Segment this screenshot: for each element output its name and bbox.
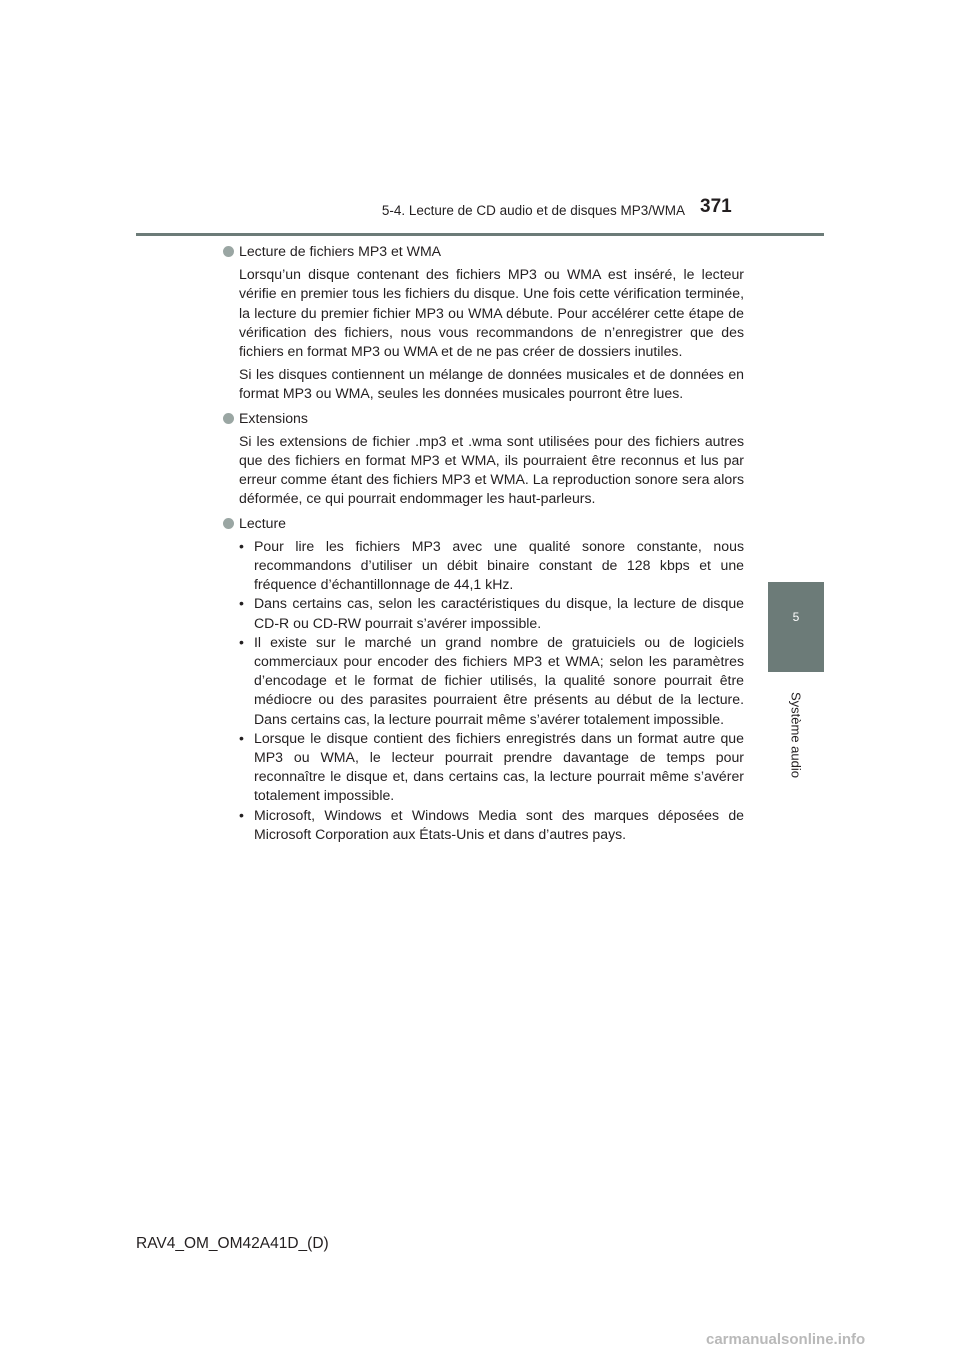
- section-title-text: Extensions: [239, 409, 308, 426]
- document-code: RAV4_OM_OM42A41D_(D): [136, 1235, 329, 1252]
- bullet-list: [239, 537, 744, 844]
- list-item: • Pour lire les fichiers MP3 avec une qualité sonore constante, nous recommandons d’utiliser un débit binaire constant de 128 kbps et une fréquence d’échantillonnage de 44,1 kHz.: [239, 537, 744, 593]
- chapter-tab: [768, 582, 824, 672]
- dot-bullet-icon: •: [239, 595, 244, 612]
- dot-bullet-icon: •: [239, 806, 244, 823]
- paragraph: Lorsqu’un disque contenant des fichiers MP3 ou WMA est inséré, le lecteur vérifie en premier tous les fichiers du disque. Une fois cette vérification terminée, la lecture du premier fichier MP3 ou WMA débute. Pour accélérer cette étape de vérification des fichiers, nous vous recommandons de n’enregistrer que des fichiers en format MP3 ou WMA et de ne pas créer de dossiers inutiles.: [239, 266, 744, 360]
- section-lecture: [222, 514, 744, 844]
- circle-bullet-icon: [223, 518, 234, 529]
- page-number: 371: [700, 196, 732, 217]
- circle-bullet-icon: [223, 413, 234, 424]
- section-title: [222, 242, 744, 261]
- section-title: [222, 409, 744, 428]
- list-item: • Dans certains cas, selon les caractéristiques du disque, la lecture de disque CD-R ou CD-RW pourrait s’avérer impossible.: [239, 595, 744, 631]
- dot-bullet-icon: •: [239, 633, 244, 650]
- header-rule: [136, 233, 824, 236]
- section-title-text: Lecture: [239, 514, 287, 531]
- list-item: • Il existe sur le marché un grand nombre de gratuiciels ou de logiciels commerciaux pour encoder des fichiers MP3 et WMA; selon les paramètres d’encodage et le format de fichier utilisés, la qualité sonore pourrait être médiocre ou des parasites pourraient être présents au début de la lecture. Dans certains cas, la lecture pourrait même s’avérer totalement impossible.: [239, 633, 744, 727]
- chapter-number: 5: [792, 610, 800, 624]
- dot-bullet-icon: •: [239, 537, 244, 554]
- dot-bullet-icon: •: [239, 729, 244, 746]
- watermark: carmanualsonline.info: [706, 1331, 866, 1348]
- circle-bullet-icon: [223, 246, 234, 257]
- list-item: • Microsoft, Windows et Windows Media sont des marques déposées de Microsoft Corporation aux États-Unis et dans d’autres pays.: [239, 806, 744, 842]
- paragraph: Si les extensions de fichier .mp3 et .wma sont utilisées pour des fichiers autres que des fichiers en format MP3 et WMA, ils pourraient être reconnus et lus par erreur comme étant des fichiers MP3 et WMA. La reproduction sonore sera alors déformée, ce qui pourrait endommager les haut-parleurs.: [239, 432, 744, 507]
- section-title-text: Lecture de fichiers MP3 et WMA: [239, 243, 442, 259]
- paragraph: Si les disques contiennent un mélange de données musicales et de données en format MP3 ou WMA, seules les données musicales pourront être lues.: [239, 366, 744, 402]
- list-item: • Lorsque le disque contient des fichiers enregistrés dans un format autre que MP3 ou WMA, le lecteur pourrait prendre davantage de temps pour reconnaître le disque et, dans certains cas, la lecture pourrait même s’avérer totalement impossible.: [239, 729, 744, 804]
- section-title: [222, 514, 744, 533]
- section-extensions: [222, 409, 744, 509]
- chapter-label-text: Système audio: [788, 692, 804, 778]
- header-section-title: 5-4. Lecture de CD audio et de disques MP3/WMA: [381, 203, 685, 218]
- main-content: [222, 242, 744, 849]
- chapter-label: [787, 680, 805, 790]
- section-mp3-wma: [222, 242, 744, 404]
